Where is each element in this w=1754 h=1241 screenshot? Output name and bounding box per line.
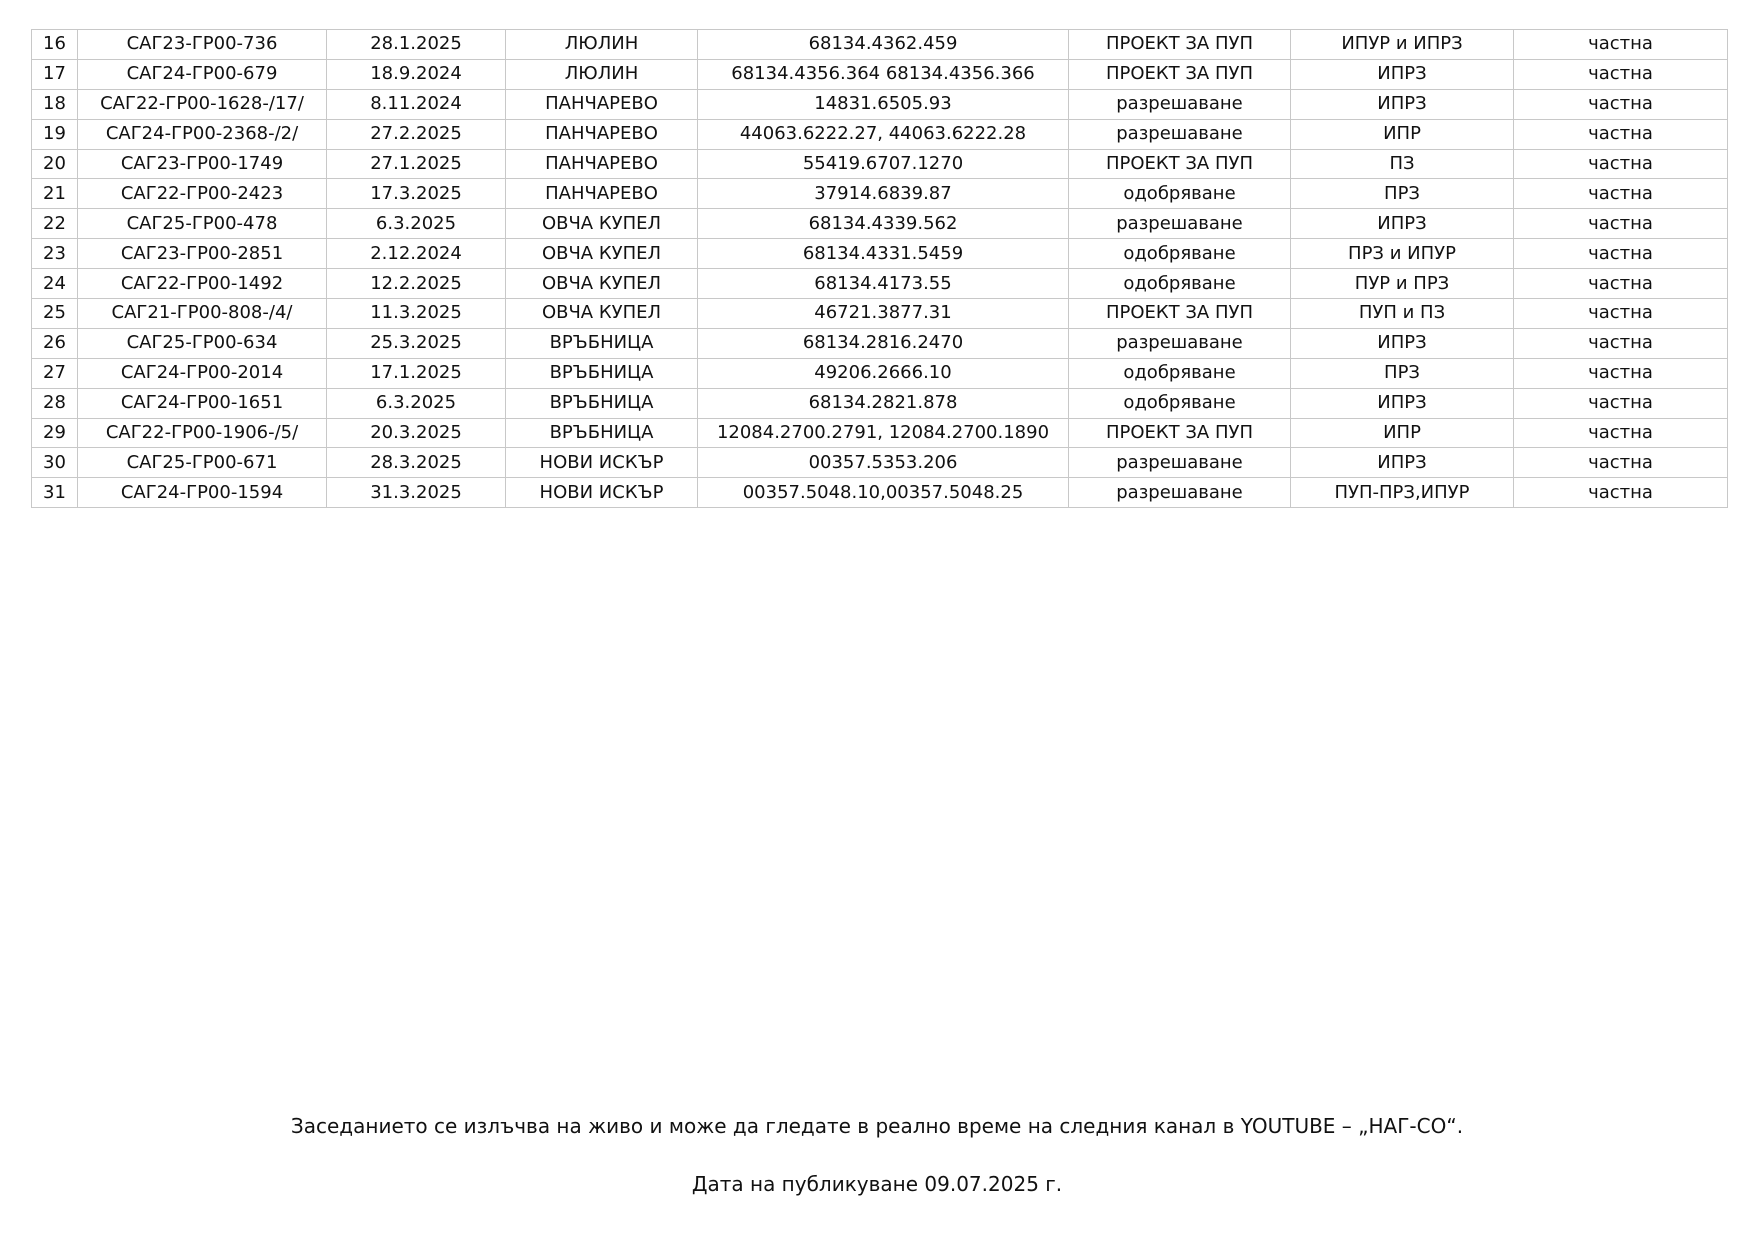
procedure-cell: одобряване (1069, 388, 1291, 418)
cadastral-id-cell: 68134.4339.562 (698, 209, 1069, 239)
district-cell: ОВЧА КУПЕЛ (506, 269, 698, 299)
plan-type-cell: ИПРЗ (1291, 59, 1514, 89)
file-number-cell: САГ22-ГР00-1628-/17/ (78, 89, 327, 119)
table-row (32, 388, 1728, 418)
file-number-cell: САГ25-ГР00-634 (78, 328, 327, 358)
procedure-cell: одобряване (1069, 269, 1291, 299)
file-number-cell: САГ22-ГР00-1492 (78, 269, 327, 299)
ownership-cell: частна (1514, 418, 1728, 448)
row-number-cell: 20 (32, 149, 78, 179)
plan-type-cell: ПРЗ (1291, 358, 1514, 388)
table-row (32, 59, 1728, 89)
cadastral-id-cell: 68134.2821.878 (698, 388, 1069, 418)
procedure-cell: разрешаване (1069, 119, 1291, 149)
district-cell: ПАНЧАРЕВО (506, 179, 698, 209)
table-row (32, 478, 1728, 508)
row-number-cell: 31 (32, 478, 78, 508)
date-cell: 28.1.2025 (327, 30, 506, 60)
row-number-cell: 24 (32, 269, 78, 299)
date-cell: 27.1.2025 (327, 149, 506, 179)
ownership-cell: частна (1514, 149, 1728, 179)
row-number-cell: 18 (32, 89, 78, 119)
ownership-cell: частна (1514, 448, 1728, 478)
table-row (32, 448, 1728, 478)
district-cell: ВРЪБНИЦА (506, 418, 698, 448)
procedure-cell: разрешаване (1069, 478, 1291, 508)
file-number-cell: САГ24-ГР00-679 (78, 59, 327, 89)
row-number-cell: 25 (32, 299, 78, 329)
table-row (32, 89, 1728, 119)
plan-type-cell: ИПРЗ (1291, 388, 1514, 418)
table-row (32, 179, 1728, 209)
date-cell: 25.3.2025 (327, 328, 506, 358)
procedure-cell: ПРОЕКТ ЗА ПУП (1069, 149, 1291, 179)
file-number-cell: САГ24-ГР00-1594 (78, 478, 327, 508)
district-cell: ЛЮЛИН (506, 30, 698, 60)
cadastral-id-cell: 68134.4173.55 (698, 269, 1069, 299)
procedure-cell: одобряване (1069, 179, 1291, 209)
district-cell: НОВИ ИСКЪР (506, 478, 698, 508)
file-number-cell: САГ24-ГР00-2014 (78, 358, 327, 388)
procedure-cell: ПРОЕКТ ЗА ПУП (1069, 30, 1291, 60)
cadastral-id-cell: 68134.4331.5459 (698, 239, 1069, 269)
file-number-cell: САГ24-ГР00-1651 (78, 388, 327, 418)
date-cell: 2.12.2024 (327, 239, 506, 269)
plan-type-cell: ПЗ (1291, 149, 1514, 179)
ownership-cell: частна (1514, 179, 1728, 209)
row-number-cell: 23 (32, 239, 78, 269)
ownership-cell: частна (1514, 59, 1728, 89)
procedure-cell: ПРОЕКТ ЗА ПУП (1069, 299, 1291, 329)
publication-date: Дата на публикуване 09.07.2025 г. (691, 1172, 1063, 1196)
ownership-cell: частна (1514, 478, 1728, 508)
ownership-cell: частна (1514, 119, 1728, 149)
district-cell: ОВЧА КУПЕЛ (506, 299, 698, 329)
table-row (32, 209, 1728, 239)
plan-type-cell: ИПРЗ (1291, 328, 1514, 358)
table-row (32, 418, 1728, 448)
district-cell: ВРЪБНИЦА (506, 388, 698, 418)
date-cell: 27.2.2025 (327, 119, 506, 149)
procedure-cell: разрешаване (1069, 89, 1291, 119)
ownership-cell: частна (1514, 358, 1728, 388)
file-number-cell: САГ24-ГР00-2368-/2/ (78, 119, 327, 149)
plan-type-cell: ПРЗ и ИПУР (1291, 239, 1514, 269)
file-number-cell: САГ23-ГР00-1749 (78, 149, 327, 179)
procedure-cell: разрешаване (1069, 209, 1291, 239)
cadastral-id-cell: 12084.2700.2791, 12084.2700.1890 (698, 418, 1069, 448)
table-row (32, 328, 1728, 358)
file-number-cell: САГ25-ГР00-478 (78, 209, 327, 239)
date-cell: 17.1.2025 (327, 358, 506, 388)
plan-type-cell: ИПРЗ (1291, 448, 1514, 478)
procedure-cell: одобряване (1069, 358, 1291, 388)
plan-type-cell: ИПР (1291, 418, 1514, 448)
procedure-cell: разрешаване (1069, 328, 1291, 358)
row-number-cell: 16 (32, 30, 78, 60)
district-cell: ПАНЧАРЕВО (506, 119, 698, 149)
date-cell: 31.3.2025 (327, 478, 506, 508)
table-row (32, 149, 1728, 179)
ownership-cell: частна (1514, 328, 1728, 358)
cadastral-id-cell: 14831.6505.93 (698, 89, 1069, 119)
plan-type-cell: ИПРЗ (1291, 209, 1514, 239)
district-cell: ОВЧА КУПЕЛ (506, 209, 698, 239)
ownership-cell: частна (1514, 299, 1728, 329)
cadastral-id-cell: 37914.6839.87 (698, 179, 1069, 209)
district-cell: ОВЧА КУПЕЛ (506, 239, 698, 269)
table-row (32, 30, 1728, 60)
district-cell: НОВИ ИСКЪР (506, 448, 698, 478)
row-number-cell: 17 (32, 59, 78, 89)
file-number-cell: САГ22-ГР00-1906-/5/ (78, 418, 327, 448)
date-cell: 11.3.2025 (327, 299, 506, 329)
cadastral-id-cell: 68134.4356.364 68134.4356.366 (698, 59, 1069, 89)
plan-type-cell: ИПУР и ИПРЗ (1291, 30, 1514, 60)
cadastral-id-cell: 68134.4362.459 (698, 30, 1069, 60)
procedure-cell: одобряване (1069, 239, 1291, 269)
cadastral-id-cell: 46721.3877.31 (698, 299, 1069, 329)
date-cell: 8.11.2024 (327, 89, 506, 119)
table-row (32, 239, 1728, 269)
date-cell: 6.3.2025 (327, 209, 506, 239)
cadastral-id-cell: 49206.2666.10 (698, 358, 1069, 388)
row-number-cell: 29 (32, 418, 78, 448)
table-row (32, 358, 1728, 388)
table-row (32, 269, 1728, 299)
row-number-cell: 19 (32, 119, 78, 149)
district-cell: ПАНЧАРЕВО (506, 89, 698, 119)
date-cell: 17.3.2025 (327, 179, 506, 209)
ownership-cell: частна (1514, 269, 1728, 299)
ownership-cell: частна (1514, 89, 1728, 119)
plan-type-cell: ПРЗ (1291, 179, 1514, 209)
procedure-cell: ПРОЕКТ ЗА ПУП (1069, 59, 1291, 89)
district-cell: ВРЪБНИЦА (506, 358, 698, 388)
date-cell: 18.9.2024 (327, 59, 506, 89)
date-cell: 6.3.2025 (327, 388, 506, 418)
plan-type-cell: ИПР (1291, 119, 1514, 149)
row-number-cell: 28 (32, 388, 78, 418)
file-number-cell: САГ21-ГР00-808-/4/ (78, 299, 327, 329)
applications-table (31, 29, 1728, 508)
table-row (32, 119, 1728, 149)
date-cell: 28.3.2025 (327, 448, 506, 478)
ownership-cell: частна (1514, 388, 1728, 418)
row-number-cell: 26 (32, 328, 78, 358)
table-body (32, 30, 1728, 508)
ownership-cell: частна (1514, 209, 1728, 239)
plan-type-cell: ИПРЗ (1291, 89, 1514, 119)
district-cell: ЛЮЛИН (506, 59, 698, 89)
district-cell: ВРЪБНИЦА (506, 328, 698, 358)
procedure-cell: ПРОЕКТ ЗА ПУП (1069, 418, 1291, 448)
plan-type-cell: ПУР и ПРЗ (1291, 269, 1514, 299)
ownership-cell: частна (1514, 30, 1728, 60)
row-number-cell: 30 (32, 448, 78, 478)
plan-type-cell: ПУП-ПРЗ,ИПУР (1291, 478, 1514, 508)
cadastral-id-cell: 55419.6707.1270 (698, 149, 1069, 179)
row-number-cell: 22 (32, 209, 78, 239)
table-row (32, 299, 1728, 329)
cadastral-id-cell: 68134.2816.2470 (698, 328, 1069, 358)
file-number-cell: САГ23-ГР00-2851 (78, 239, 327, 269)
district-cell: ПАНЧАРЕВО (506, 149, 698, 179)
ownership-cell: частна (1514, 239, 1728, 269)
row-number-cell: 27 (32, 358, 78, 388)
cadastral-id-cell: 44063.6222.27, 44063.6222.28 (698, 119, 1069, 149)
file-number-cell: САГ25-ГР00-671 (78, 448, 327, 478)
broadcast-notice: Заседанието се излъчва на живо и може да гледате в реално време на следния канал в YOUTUBE – „НАГ-СО“. (290, 1114, 1464, 1138)
procedure-cell: разрешаване (1069, 448, 1291, 478)
date-cell: 12.2.2025 (327, 269, 506, 299)
file-number-cell: САГ22-ГР00-2423 (78, 179, 327, 209)
cadastral-id-cell: 00357.5353.206 (698, 448, 1069, 478)
file-number-cell: САГ23-ГР00-736 (78, 30, 327, 60)
cadastral-id-cell: 00357.5048.10,00357.5048.25 (698, 478, 1069, 508)
date-cell: 20.3.2025 (327, 418, 506, 448)
plan-type-cell: ПУП и ПЗ (1291, 299, 1514, 329)
row-number-cell: 21 (32, 179, 78, 209)
